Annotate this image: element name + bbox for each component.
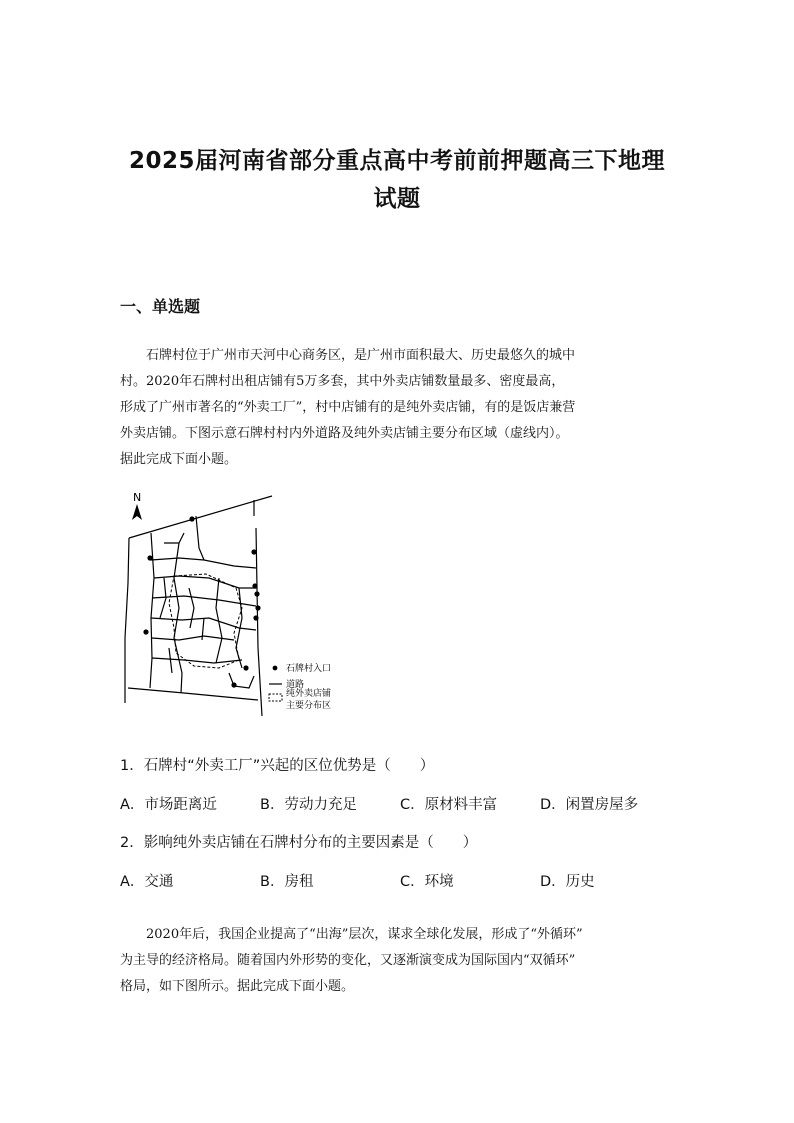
entrance-dot — [243, 665, 248, 670]
passage-1-line: 外卖店铺。下图示意石牌村村内外道路及纯外卖店铺主要分布区域（虚线内）。 — [120, 426, 569, 441]
legend-road-label: 道路 — [286, 680, 305, 690]
entrance-dot — [147, 555, 152, 560]
entrance-dot — [231, 682, 236, 687]
option-a[interactable]: A．交通 — [120, 874, 174, 890]
passage-2-line: 为主导的经济格局。随着国内外形势的变化，又逐渐演变成为国际国内“双循环” — [120, 953, 576, 968]
entrance-dot — [143, 629, 148, 634]
title-line-1: 2025届河南省部分重点高中考前前押题高三下地理 — [128, 148, 665, 174]
road — [129, 496, 272, 538]
passage-1-line: 村。2020年石牌村出租店铺有5万多套，其中外卖店铺数量最多、密度最高， — [120, 374, 565, 389]
passage-1-line: 形成了广州市著名的“外卖工厂”，村中店铺有的是纯外卖店铺，有的是饭店兼营 — [120, 400, 576, 415]
entrance-dot — [252, 583, 257, 588]
option-b[interactable]: B．劳动力充足 — [260, 797, 357, 813]
legend-area-label-2: 主要分布区 — [286, 701, 332, 711]
legend-area-label-1: 纯外卖店铺 — [286, 689, 332, 699]
entrance-dot — [253, 615, 258, 620]
option-c[interactable]: C．原材料丰富 — [400, 797, 498, 813]
question-2-stem: 2．影响纯外卖店铺在石牌村分布的主要因素是（ ） — [120, 835, 478, 851]
passage-1-line: 石牌村位于广州市天河中心商务区，是广州市面积最大、历史最悠久的城中 — [146, 348, 576, 363]
option-d[interactable]: D．闲置房屋多 — [540, 797, 639, 813]
entrance-dot — [189, 516, 194, 521]
entrance-dot — [251, 549, 256, 554]
section-heading: 一、单选题 — [120, 297, 201, 316]
passage-1-line: 据此完成下面小题。 — [120, 452, 238, 467]
question-1-stem: 1．石牌村“外卖工厂”兴起的区位优势是（ ） — [120, 758, 435, 774]
title-line-2: 试题 — [373, 186, 421, 212]
document-title — [100, 142, 694, 218]
passage-1 — [120, 343, 688, 473]
entrance-dot — [255, 605, 260, 610]
map-legend — [269, 662, 331, 711]
option-a[interactable]: A．市场距离近 — [120, 797, 217, 813]
legend-area-icon — [269, 694, 282, 701]
takeout-area — [169, 574, 242, 668]
road — [256, 528, 262, 716]
question-1-options — [120, 793, 680, 814]
question-2-options — [120, 870, 680, 891]
shipai-village-map — [124, 488, 354, 718]
road — [128, 688, 258, 700]
passage-2-line: 2020年后，我国企业提高了“出海”层次，谋求全球化发展，形成了“外循环” — [146, 927, 583, 942]
option-b[interactable]: B．房租 — [260, 874, 314, 890]
option-c[interactable]: C．环境 — [400, 874, 454, 890]
road — [125, 538, 129, 703]
passage-2-line: 格局，如下图所示。据此完成下面小题。 — [120, 979, 355, 994]
legend-entrance-icon — [273, 666, 278, 671]
legend-entrance-label: 石牌村入口 — [286, 664, 332, 674]
entrance-dot — [254, 591, 259, 596]
north-label: N — [133, 491, 142, 504]
option-d[interactable]: D．历史 — [540, 874, 595, 890]
north-arrow-icon — [132, 504, 142, 520]
passage-2 — [120, 922, 688, 1000]
